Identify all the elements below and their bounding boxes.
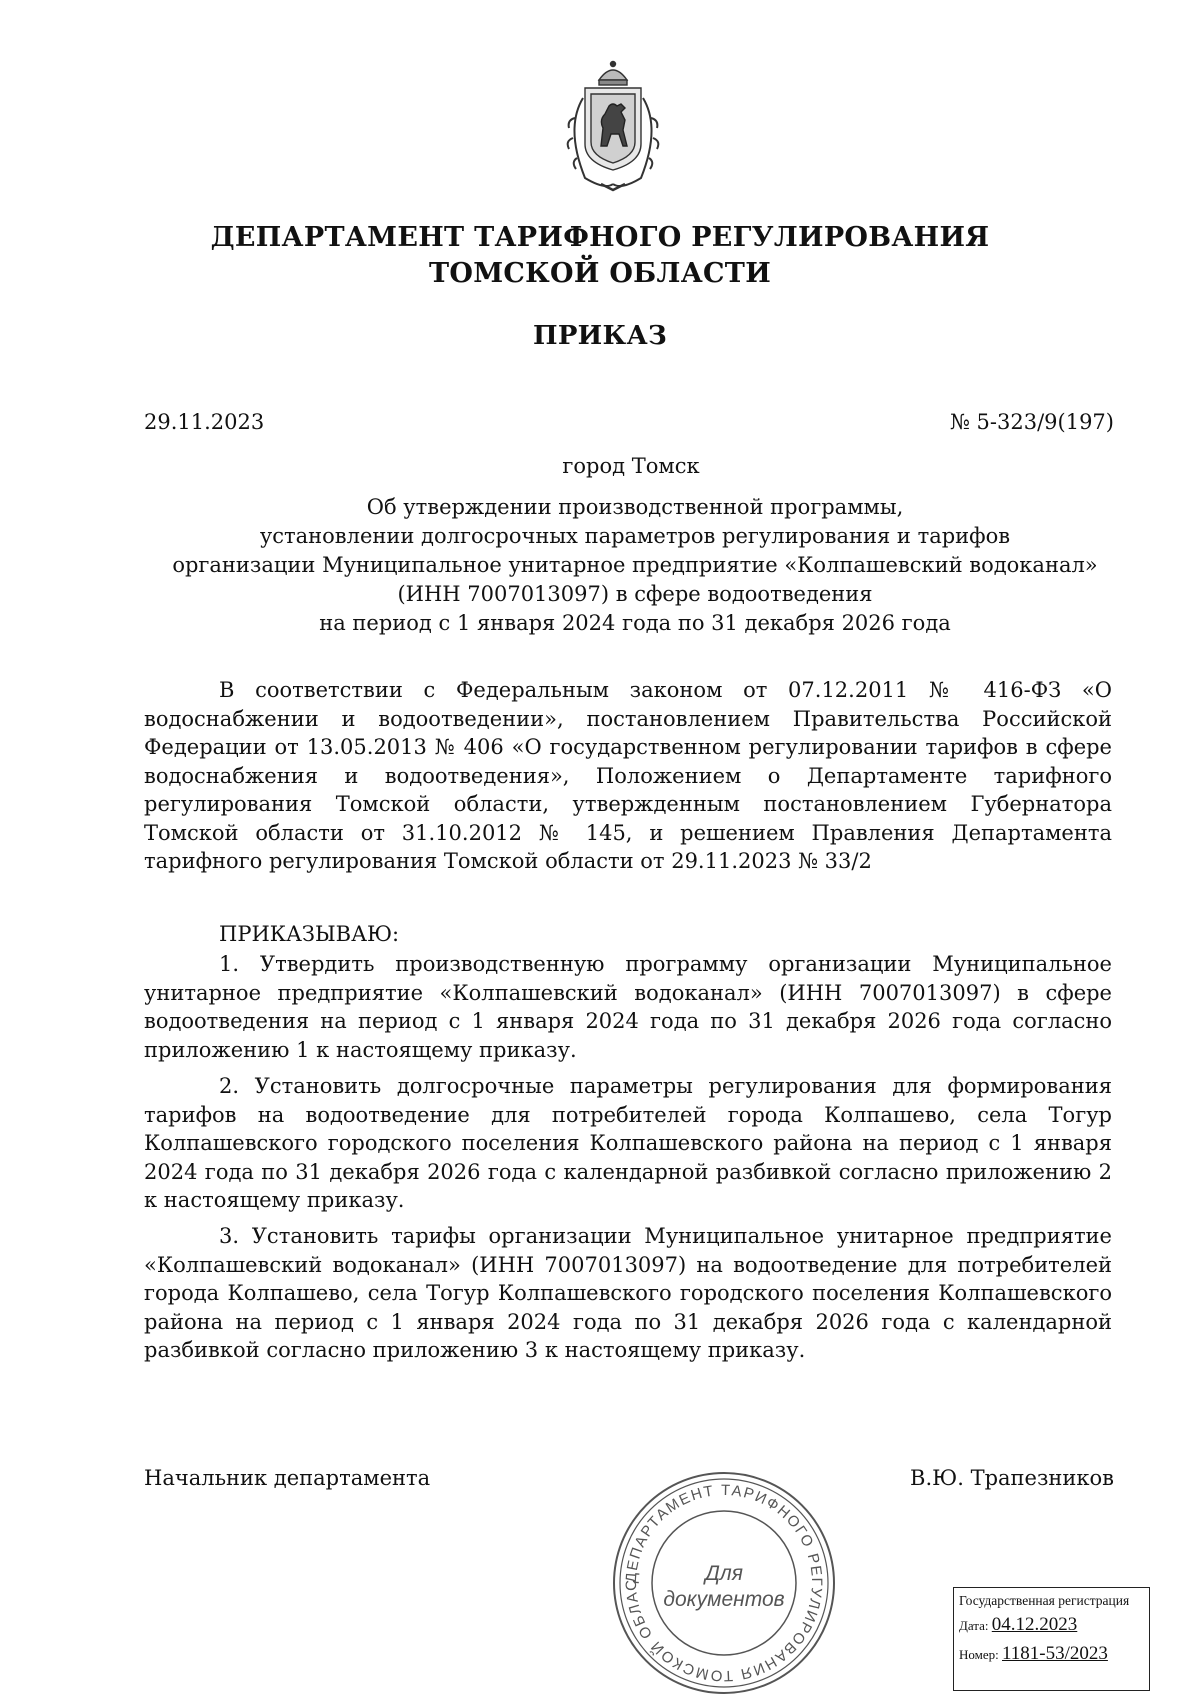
order-item-1: 1. Утвердить производственную программу организации Муниципальное унитарное предприятие «Колпашевский водоканал» (ИНН 7007013097) в сфере водоотведения на период с 1 января 2024 года по 31 декабря 2026 года согласно приложению 1 к настоящему приказу. [144, 952, 1112, 1062]
registration-date-label: Дата: [959, 1618, 989, 1633]
title-line: Об утверждении производственной программы, [366, 495, 904, 519]
order-item-2: 2. Установить долгосрочные параметры регулирования для формирования тарифов на водоотведение для потребителей города Колпашево, села Тогур Колпашевского городского поселения Колпашевского района на период с 1 января 2024 года по 31 декабря 2026 года с календарной разбивкой согласно приложению 2 к настоящему приказу. [144, 1074, 1112, 1212]
title-line: организации Муниципальное унитарное предприятие «Колпашевский водоканал» [172, 553, 1098, 577]
department-name-line2: ТОМСКОЙ ОБЛАСТИ [428, 258, 772, 289]
registration-date-value: 04.12.2023 [991, 1614, 1078, 1635]
document-type: ПРИКАЗ [532, 321, 668, 351]
order-date: 29.11.2023 [144, 410, 265, 434]
title-line: установлении долгосрочных параметров регулирования и тарифов [259, 524, 1011, 548]
signatory-name: В.Ю. Трапезников [910, 1466, 1114, 1490]
coat-of-arms-emblem [555, 58, 671, 198]
seal-ring-text: ДЕПАРТАМЕНТ ТАРИФНОГО РЕГУЛИРОВАНИЯ ТОМСКОЙ ОБЛАС [622, 1481, 826, 1685]
state-registration-box [953, 1587, 1150, 1691]
order-number: № 5-323/9(197) [950, 410, 1114, 434]
official-seal [609, 1468, 839, 1698]
signatory-position: Начальник департамента [144, 1466, 431, 1490]
seal-center-line2: документов [663, 1588, 785, 1611]
registration-number-row [959, 1640, 1144, 1669]
order-item-3: 3. Установить тарифы организации Муниципальное унитарное предприятие «Колпашевский водоканал» (ИНН 7007013097) на водоотведение для потребителей города Колпашево, села Тогур Колпашевского городского поселения Колпашевского района на период с 1 января 2024 года по 31 декабря 2026 года с календарной разбивкой согласно приложению 3 к настоящему приказу. [144, 1224, 1112, 1362]
legal-basis-paragraph: В соответствии с Федеральным законом от 07.12.2011 № 416-ФЗ «О водоснабжении и водоотведении», постановлением Правительства Российской Федерации от 13.05.2013 № 406 «О государственном регулировании тарифов в сфере водоснабжения и водоотведения», Положением о Департаменте тарифного регулирования Томской области, утвержденным постановлением Губернатора Томской области от 31.10.2012 № 145, и решением Правления Департамента тарифного регулирования Томской области от 29.11.2023 № 33/2 [144, 678, 1112, 873]
registration-number-label: Номер: [959, 1647, 999, 1662]
order-city: город Томск [562, 454, 700, 478]
tomsk-coat-of-arms-icon [555, 58, 671, 198]
seal-stamp-icon [609, 1468, 839, 1698]
registration-title: Государственная регистрация [959, 1593, 1130, 1608]
order-title [140, 493, 1130, 638]
registration-number-value: 1181-53/2023 [1002, 1643, 1108, 1664]
order-directive-word: ПРИКАЗЫВАЮ: [219, 922, 400, 946]
title-line: на период с 1 января 2024 года по 31 декабря 2026 года [319, 611, 951, 635]
registration-date-row [959, 1611, 1144, 1640]
title-line: (ИНН 7007013097) в сфере водоотведения [397, 582, 873, 606]
seal-center-line1: Для [705, 1562, 743, 1585]
department-name-line1: ДЕПАРТАМЕНТ ТАРИФНОГО РЕГУЛИРОВАНИЯ [210, 222, 990, 253]
